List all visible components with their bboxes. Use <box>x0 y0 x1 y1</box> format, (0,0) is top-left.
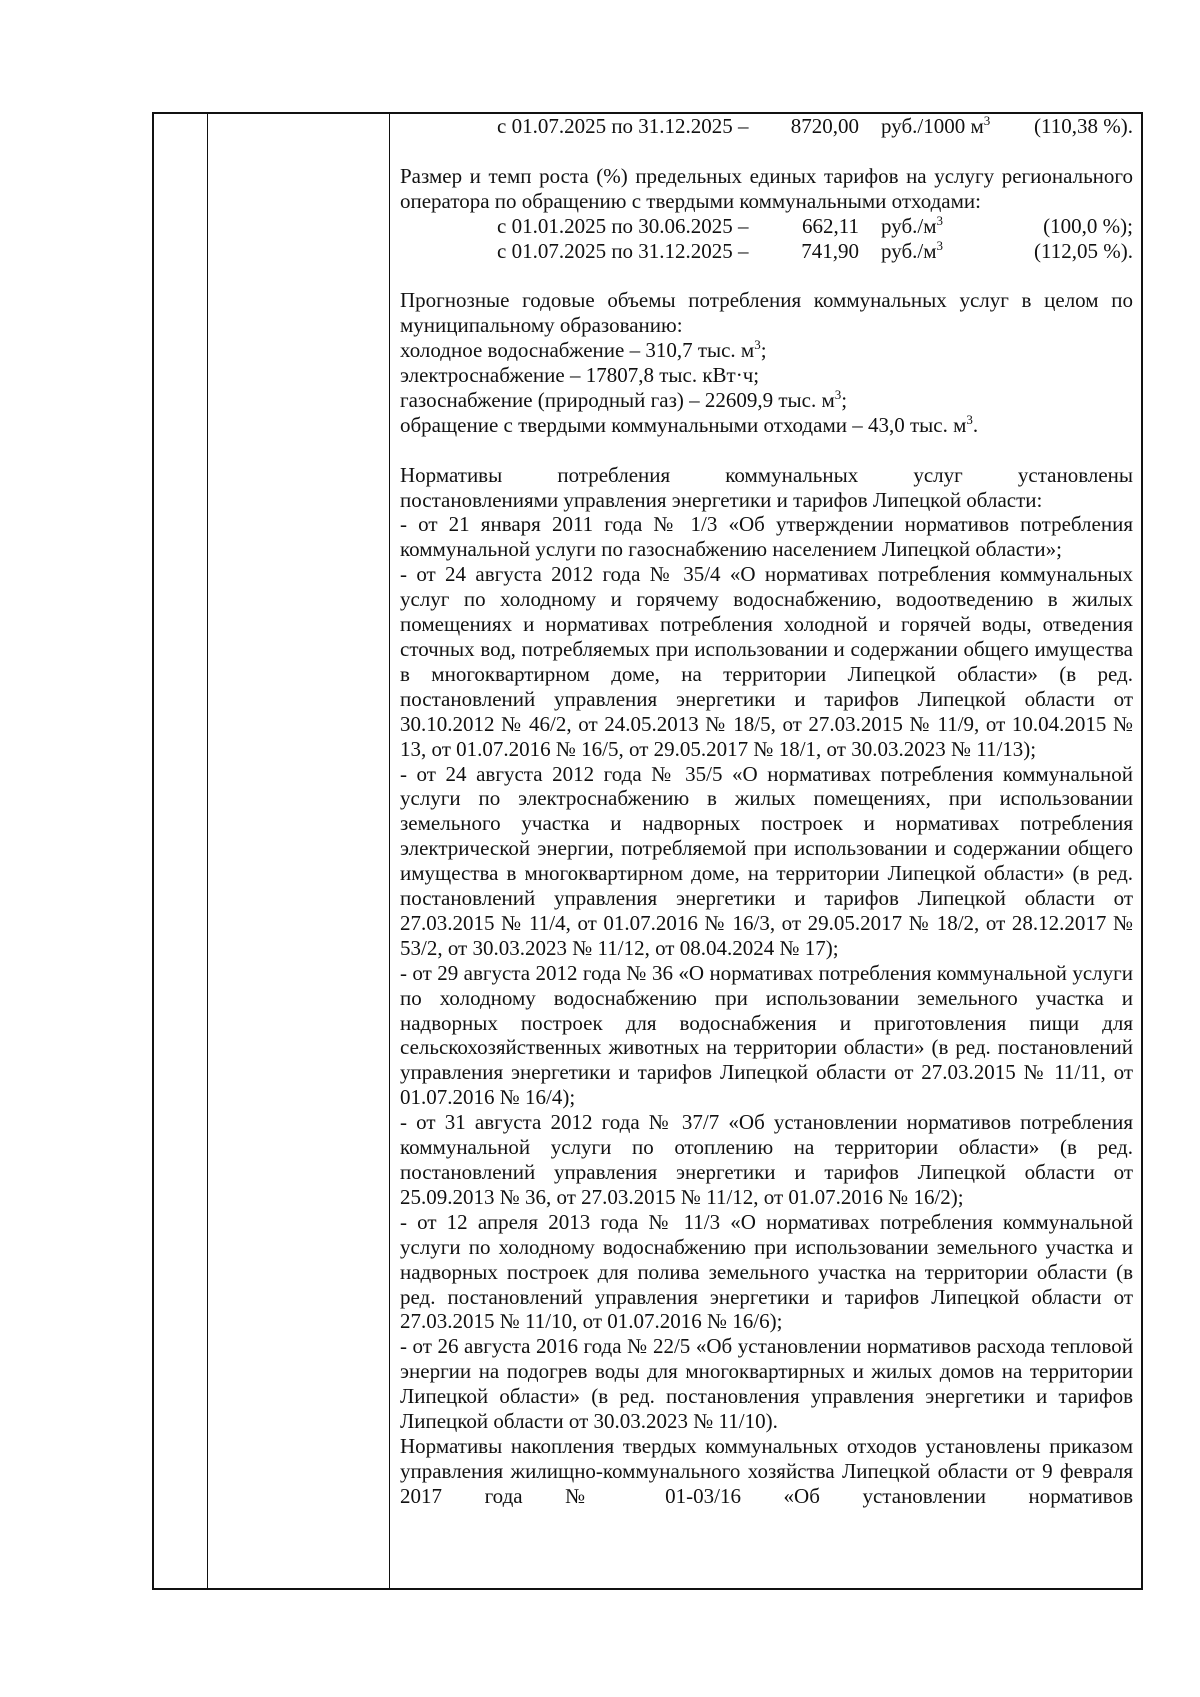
waste-tariffs-heading: Размер и темп роста (%) предельных единых тарифов на услугу регионального оператора по обращению с твердыми коммунальными отходами: <box>400 163 1133 213</box>
tariff-unit: $руб./м^3$ <box>881 212 944 238</box>
norm-item: - от 24 августа 2012 года № 35/4 «О нормативах потребления коммунальных услуг по холодному и горячему водоснабжению, водоотведению в жилых помещениях и нормативах потребления холодной и горячей воды, отведения сточных вод, потребляемых при использовании и содержании общего имущества в многоквартирном доме, на территории Липецкой области» (в ред. постановлений управления энергетики и тарифов Липецкой области от 30.10.2012 № 46/2, от 24.05.2013 № 18/5, от 27.03.2015 № 11/9, от 10.04.2015 № 13, от 01.07.2016 № 16/5, от 29.05.2017 № 18/1, от 30.03.2023 № 11/13); <box>400 562 1133 761</box>
waste-tariff-row <box>400 214 1133 239</box>
norms-heading-continued: постановлениями управления энергетики и тарифов Липецкой области: <box>400 487 1043 512</box>
tariff-period: с 01.07.2025 по 31.12.2025 – <box>497 114 749 138</box>
column-divider <box>389 114 390 1588</box>
norm-item: - от 31 августа 2012 года № 37/7 «Об установлении нормативов потребления коммунальной услуги по отоплению на территории области» (в ред. постановлений управления энергетики и тарифов Липецкой области от 25.09.2013 № 36, от 27.03.2015 № 11/12, от 01.07.2016 № 16/2); <box>400 1110 1133 1209</box>
tariff-percent: (110,38 %). <box>1034 114 1133 138</box>
volumes-heading: Прогнозные годовые объемы потребления коммунальных услуг в целом по муниципальному образованию: <box>400 288 1133 338</box>
tariff-value: 662,11 <box>802 213 859 238</box>
volume-electricity: электроснабжение – 17807,8 тыс. кВт·ч; <box>400 363 760 388</box>
waste-norms-paragraph: Нормативы накопления твердых коммунальных отходов установлены приказом управления жилищно-коммунального хозяйства Липецкой области от 9 февраля 2017 года № 01-03/16 «Об установлении нормативов <box>400 1433 1133 1508</box>
norm-item: - от 21 января 2011 года № 1/3 «Об утверждении нормативов потребления коммунальной услуги по газоснабжению населением Липецкой области»; <box>400 512 1133 562</box>
norm-item: - от 29 августа 2012 года № 36 «О нормативах потребления коммунальной услуги по холодному водоснабжению при использовании земельного участка и надворных построек для водоснабжения и приготовления пищи для сельскохозяйственных животных на территории области» (в ред. постановлений управления энергетики и тарифов Липецкой области от 27.03.2015 № 11/11, от 01.07.2016 № 16/4); <box>400 960 1133 1110</box>
volume-cold-water: холодное водоснабжение – 310,7 тыс. $м^3$; <box>400 337 767 363</box>
tariff-period: с 01.01.2025 по 30.06.2025 – <box>497 213 749 238</box>
tariff-period: с 01.07.2025 по 31.12.2025 – <box>497 238 749 263</box>
document-table <box>152 112 1143 1590</box>
gas-tariff-row <box>400 114 1133 139</box>
tariff-unit: руб./1000 $м^3$ <box>881 113 991 138</box>
volume-waste: обращение с твердыми коммунальными отходами – 43,0 тыс. $м^3$. <box>400 411 979 437</box>
column-divider <box>207 114 208 1588</box>
tariff-percent: (100,0 %); <box>1043 213 1133 238</box>
volume-gas: газоснабжение (природный газ) – 22609,9 тыс. $м^3$; <box>400 386 848 412</box>
tariff-percent: (112,05 %). <box>1034 238 1133 263</box>
norms-heading: Нормативы потребления коммунальных услуг установлены <box>400 462 1133 487</box>
tariff-value: 8720,00 <box>790 114 859 138</box>
tariff-unit: $руб./м^3$ <box>881 237 944 263</box>
norm-item: - от 12 апреля 2013 года № 11/3 «О нормативах потребления коммунальной услуги по холодному водоснабжению при использовании земельного участка и надворных построек для полива земельного участка на территории области (в ред. постановлений управления энергетики и тарифов Липецкой области от 27.03.2015 № 11/10, от 01.07.2016 № 16/6); <box>400 1209 1133 1334</box>
content-cell <box>400 114 1133 1509</box>
norm-item: - от 24 августа 2012 года № 35/5 «О нормативах потребления коммунальной услуги по электроснабжению в жилых помещениях, при использовании земельного участка и надворных построек и нормативах потребления электрической энергии, потребляемой при использовании и содержании общего имущества в многоквартирном доме, на территории Липецкой области» (в ред. постановлений управления энергетики и тарифов Липецкой области от 27.03.2015 № 11/4, от 01.07.2016 № 16/3, от 29.05.2017 № 18/2, от 28.12.2017 № 53/2, от 30.03.2023 № 11/12, от 08.04.2024 № 17); <box>400 761 1133 960</box>
waste-tariff-row <box>400 239 1133 264</box>
norm-item: - от 26 августа 2016 года № 22/5 «Об установлении нормативов расхода тепловой энергии на подогрев воды для многоквартирных и жилых домов на территории Липецкой области» (в ред. постановления управления энергетики и тарифов Липецкой области от 30.03.2023 № 11/10). <box>400 1334 1133 1434</box>
tariff-value: 741,90 <box>801 238 859 263</box>
